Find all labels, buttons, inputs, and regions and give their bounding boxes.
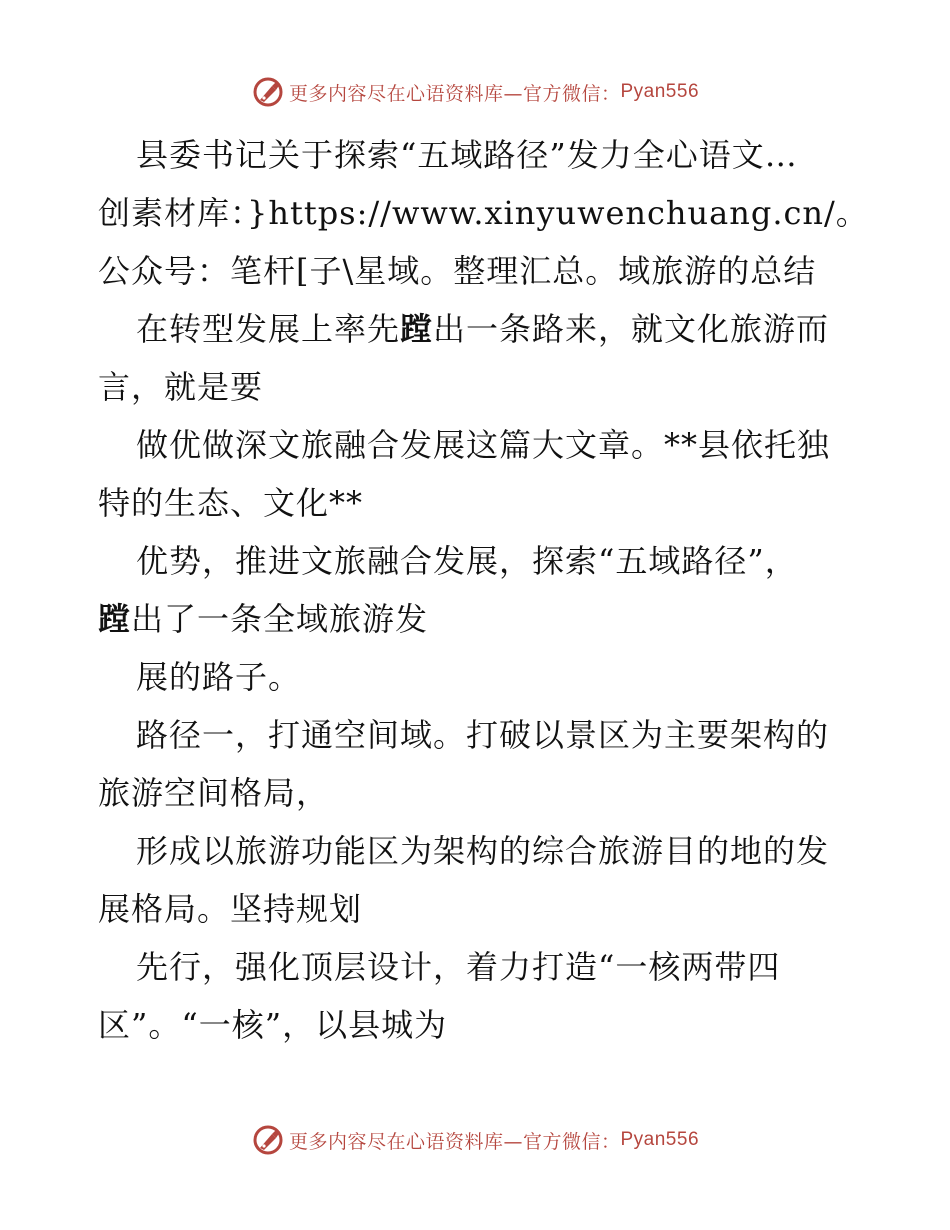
text-line-16: 区”。“一核”，以县城为 <box>98 1006 448 1044</box>
highlighted-char: 蹚 <box>400 310 434 348</box>
text-segment: 在转型发展上率先 <box>136 310 401 348</box>
text-line-2: 创素材库：}https://www.xinyuwenchuang.cn/。 <box>98 194 869 232</box>
text-line-12: 旅游空间格局， <box>98 774 330 812</box>
text-line-13: 形成以旅游功能区为架构的综合旅游目的地的发 <box>136 832 830 870</box>
pen-nib-logo-icon <box>251 1123 285 1157</box>
watermark-wechat-id: Pyan556 <box>620 81 700 102</box>
text-line-1: 县委书记关于探索“五域路径”发力全心语文… <box>136 136 798 174</box>
footer-watermark <box>0 1120 950 1160</box>
watermark-text: 更多内容尽在心语资料库—官方微信： <box>288 82 621 105</box>
text-line-6: 做优做深文旅融合发展这篇大文章。**县依托独 <box>136 426 831 464</box>
watermark-wechat-id: Pyan556 <box>620 1129 700 1150</box>
text-line-14: 展格局。坚持规划 <box>98 890 363 928</box>
watermark-text: 更多内容尽在心语资料库—官方微信： <box>288 1130 621 1153</box>
text-segment: 出了一条全域旅游发 <box>131 600 429 638</box>
document-body <box>98 126 869 1054</box>
text-line-8: 优势，推进文旅融合发展，探索“五域路径”， <box>136 542 798 580</box>
header-watermark <box>0 72 950 112</box>
text-line-11: 路径一，打通空间域。打破以景区为主要架构的 <box>136 716 830 754</box>
text-line-7: 特的生态、文化** <box>98 484 364 522</box>
text-line-3: 公众号：笔杆[子\星域。整理汇总。域旅游的总结 <box>98 252 817 290</box>
text-line-15: 先行，强化顶层设计，着力打造“一核两带四 <box>136 948 781 986</box>
text-line-10: 展的路子。 <box>136 658 302 696</box>
pen-nib-logo-icon <box>251 75 285 109</box>
text-line-4 <box>98 300 858 358</box>
highlighted-char: 蹚 <box>98 600 132 638</box>
text-line-5: 言，就是要 <box>98 368 264 406</box>
text-segment: 出一条路来，就文化旅游而 <box>433 310 830 348</box>
text-line-9 <box>98 590 858 648</box>
